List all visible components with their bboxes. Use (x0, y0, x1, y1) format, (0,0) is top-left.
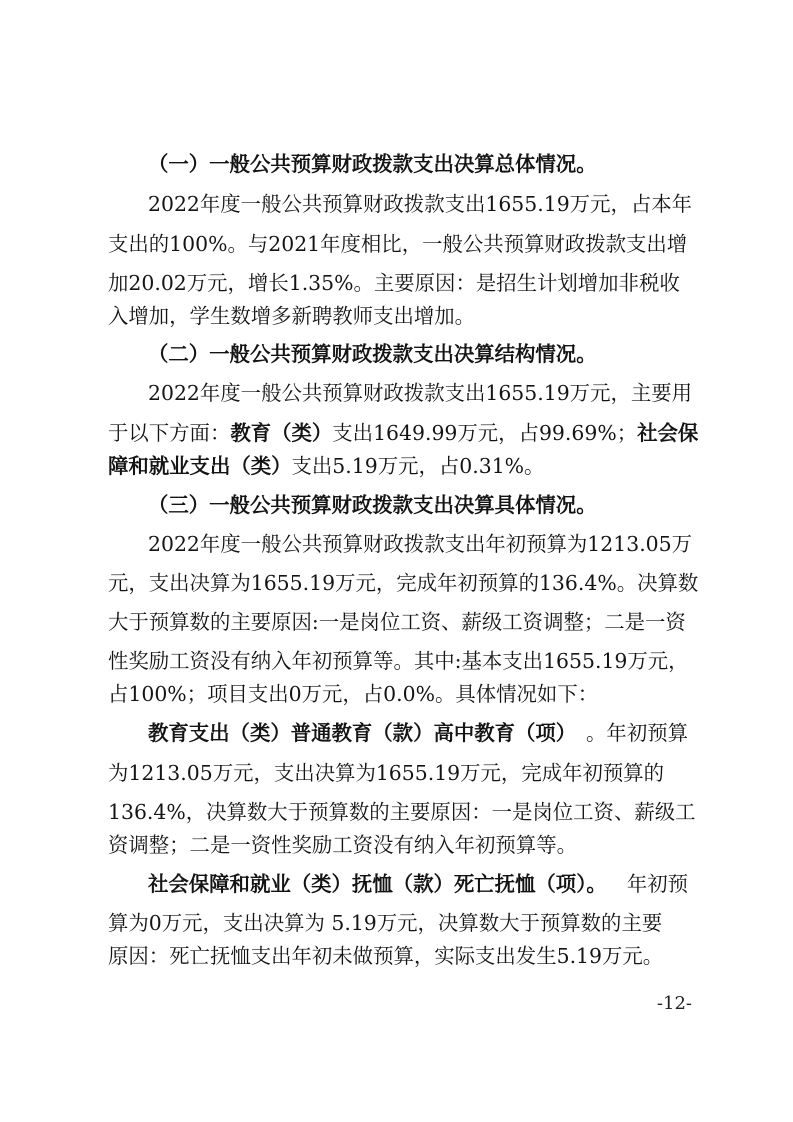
paragraph-line: 加20.02万元，增长1.35%。主要原因：是招生计划增加非税收 (108, 271, 680, 295)
section-heading-3: （三）一般公共预算财政拨款支出决算具体情况。 (148, 493, 597, 517)
paragraph-line: 2022年度一般公共预算财政拨款支出年初预算为1213.05万 (148, 532, 693, 556)
paragraph-line: 算为0万元，支出决算为 5.19万元，决算数大于预算数的主要 (108, 911, 663, 935)
paragraph-line: 资调整；二是一资性奖励工资没有纳入年初预算等。 (108, 833, 577, 857)
paragraph-line: 于以下方面： 教育（类） 支出1649.99万元，占99.69%； 社会保 (108, 421, 699, 445)
paragraph-line: 入增加，学生数增多新聘教师支出增加。 (108, 304, 476, 328)
section-heading-2: （二）一般公共预算财政拨款支出决算结构情况。 (148, 342, 597, 366)
paragraph-line: 性奖励工资没有纳入年初预算等。其中:基本支出1655.19万元， (108, 649, 689, 673)
paragraph-line: 2022年度一般公共预算财政拨款支出1655.19万元，主要用 (148, 381, 693, 405)
paragraph-line: 原因：死亡抚恤支出年初未做预算，实际支出发生5.19万元。 (108, 944, 664, 968)
paragraph-line: 大于预算数的主要原因:一是岗位工资、薪级工资调整；二是一资 (108, 610, 686, 634)
paragraph-line: 社会保障和就业（类）抚恤（款）死亡抚恤（项）。 年初预 (148, 872, 688, 896)
paragraph-line: 2022年度一般公共预算财政拨款支出1655.19万元，占本年 (148, 192, 693, 216)
page-number: -12- (656, 993, 692, 1014)
paragraph-line: 136.4%，决算数大于预算数的主要原因：一是岗位工资、薪级工 (108, 800, 696, 824)
paragraph-line: 障和就业支出（类） 支出5.19万元，占0.31%。 (108, 454, 545, 478)
section-heading-1: （一）一般公共预算财政拨款支出决算总体情况。 (148, 152, 597, 176)
paragraph-line: 为1213.05万元，支出决算为1655.19万元，完成年初预算的 (108, 761, 665, 785)
paragraph-line: 元，支出决算为1655.19万元，完成年初预算的136.4%。决算数 (108, 571, 699, 595)
paragraph-line: 占100%；项目支出0万元，占0.0%。具体情况如下： (108, 682, 599, 706)
paragraph-line: 教育支出（类）普通教育（款）高中教育（项） 。年初预算 (148, 721, 688, 745)
paragraph-line: 支出的100%。与2021年度相比，一般公共预算财政拨款支出增 (108, 232, 688, 256)
